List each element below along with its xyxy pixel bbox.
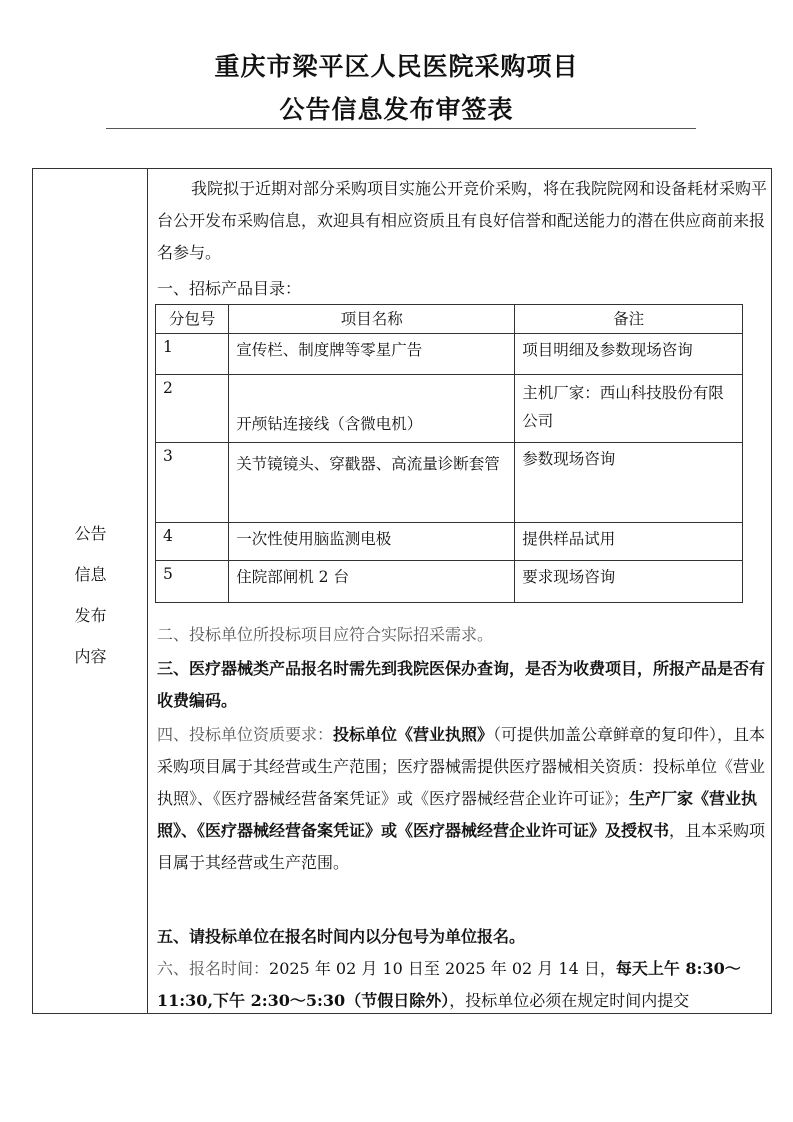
section-6-text-1: 2025 年 02 月 10 日至 2025 年 02 月 14 日， xyxy=(269,959,616,978)
cell-package-no: 4 xyxy=(156,523,229,561)
title-divider xyxy=(106,128,696,129)
cell-package-no: 5 xyxy=(156,561,229,603)
cell-remarks: 要求现场咨询 xyxy=(515,561,743,603)
cell-remarks: 参数现场咨询 xyxy=(515,443,743,523)
header-package-no: 分包号 xyxy=(156,305,229,334)
section-4-text-2: ，且本采购项目属于其经营或生产范围。 xyxy=(157,821,766,872)
left-label-line-1: 公告 xyxy=(74,524,107,543)
cell-package-no: 1 xyxy=(156,334,229,375)
section-5: 五、请投标单位在报名时间内以分包号为单位报名。 xyxy=(157,927,526,946)
cell-package-no: 3 xyxy=(156,443,229,523)
section-6 xyxy=(157,953,769,1013)
left-label-line-4: 内容 xyxy=(74,647,107,666)
cell-package-no: 2 xyxy=(156,375,229,443)
table-row xyxy=(156,523,743,561)
section-6-text-2: ，投标单位必须在规定时间内提交 xyxy=(449,991,690,1010)
cell-remarks: 主机厂家：西山科技股份有限公司 xyxy=(515,375,743,443)
cell-remarks: 提供样品试用 xyxy=(515,523,743,561)
section-1-heading: 一、招标产品目录： xyxy=(157,279,302,298)
section-6-prefix: 六、报名时间： xyxy=(157,959,270,978)
product-catalog-table xyxy=(155,304,743,603)
cell-remarks: 项目明细及参数现场咨询 xyxy=(515,334,743,375)
table-row xyxy=(156,334,743,375)
section-2: 二、投标单位所投标项目应符合实际招采需求。 xyxy=(157,625,494,644)
section-4-bold-2: 生产厂家《营业执照》、《医疗器械经营备案凭证》或《医疗器械经营企业许可证》及授权书 xyxy=(157,789,758,840)
table-row xyxy=(156,561,743,603)
table-row xyxy=(156,443,743,523)
document-title-line2: 公告信息发布审签表 xyxy=(279,95,514,124)
table-row xyxy=(156,375,743,443)
intro-paragraph: 我院拟于近期对部分采购项目实施公开竞价采购，将在我院院网和设备耗材采购平台公开发布采购信息，欢迎具有相应资质且有良好信誉和配送能力的潜在供应商前来报名参与。 xyxy=(157,179,768,262)
cell-item-name: 宣传栏、制度牌等零星广告 xyxy=(229,334,515,375)
section-4 xyxy=(157,719,769,879)
left-label-column xyxy=(33,169,148,1013)
cell-item-name: 关节镜镜头、穿戳器、高流量诊断套管 xyxy=(229,443,515,523)
form-frame xyxy=(32,168,772,1014)
notice-content xyxy=(149,169,771,1013)
header-remarks: 备注 xyxy=(515,305,743,334)
section-6-bold-1: 每天上午 8:30～11:30,下午 2:30～5:30（节假日除外） xyxy=(157,959,741,1010)
document-title-line1: 重庆市梁平区人民医院采购项目 xyxy=(214,52,579,81)
left-label-line-3: 发布 xyxy=(74,606,107,625)
cell-item-name: 住院部闸机 2 台 xyxy=(229,561,515,603)
section-4-prefix: 四、投标单位资质要求： xyxy=(157,725,334,744)
table-header-row xyxy=(156,305,743,334)
header-item-name: 项目名称 xyxy=(229,305,515,334)
section-4-bold-1: 投标单位《营业执照》 xyxy=(333,725,494,744)
cell-item-name: 开颅钻连接线（含微电机） xyxy=(229,375,515,443)
cell-item-name: 一次性使用脑监测电极 xyxy=(229,523,515,561)
section-4-text-1: （可提供加盖公章鲜章的复印件），且本采购项目属于其经营或生产范围；医疗器械需提供医疗器械相关资质：投标单位《营业执照》、《医疗器械经营备案凭证》或《医疗器械经营企业许可证》； xyxy=(157,725,766,808)
left-label-line-2: 信息 xyxy=(74,565,107,584)
section-3: 三、医疗器械类产品报名时需先到我院医保办查询，是否为收费项目，所报产品是否有收费编码。 xyxy=(157,659,766,710)
